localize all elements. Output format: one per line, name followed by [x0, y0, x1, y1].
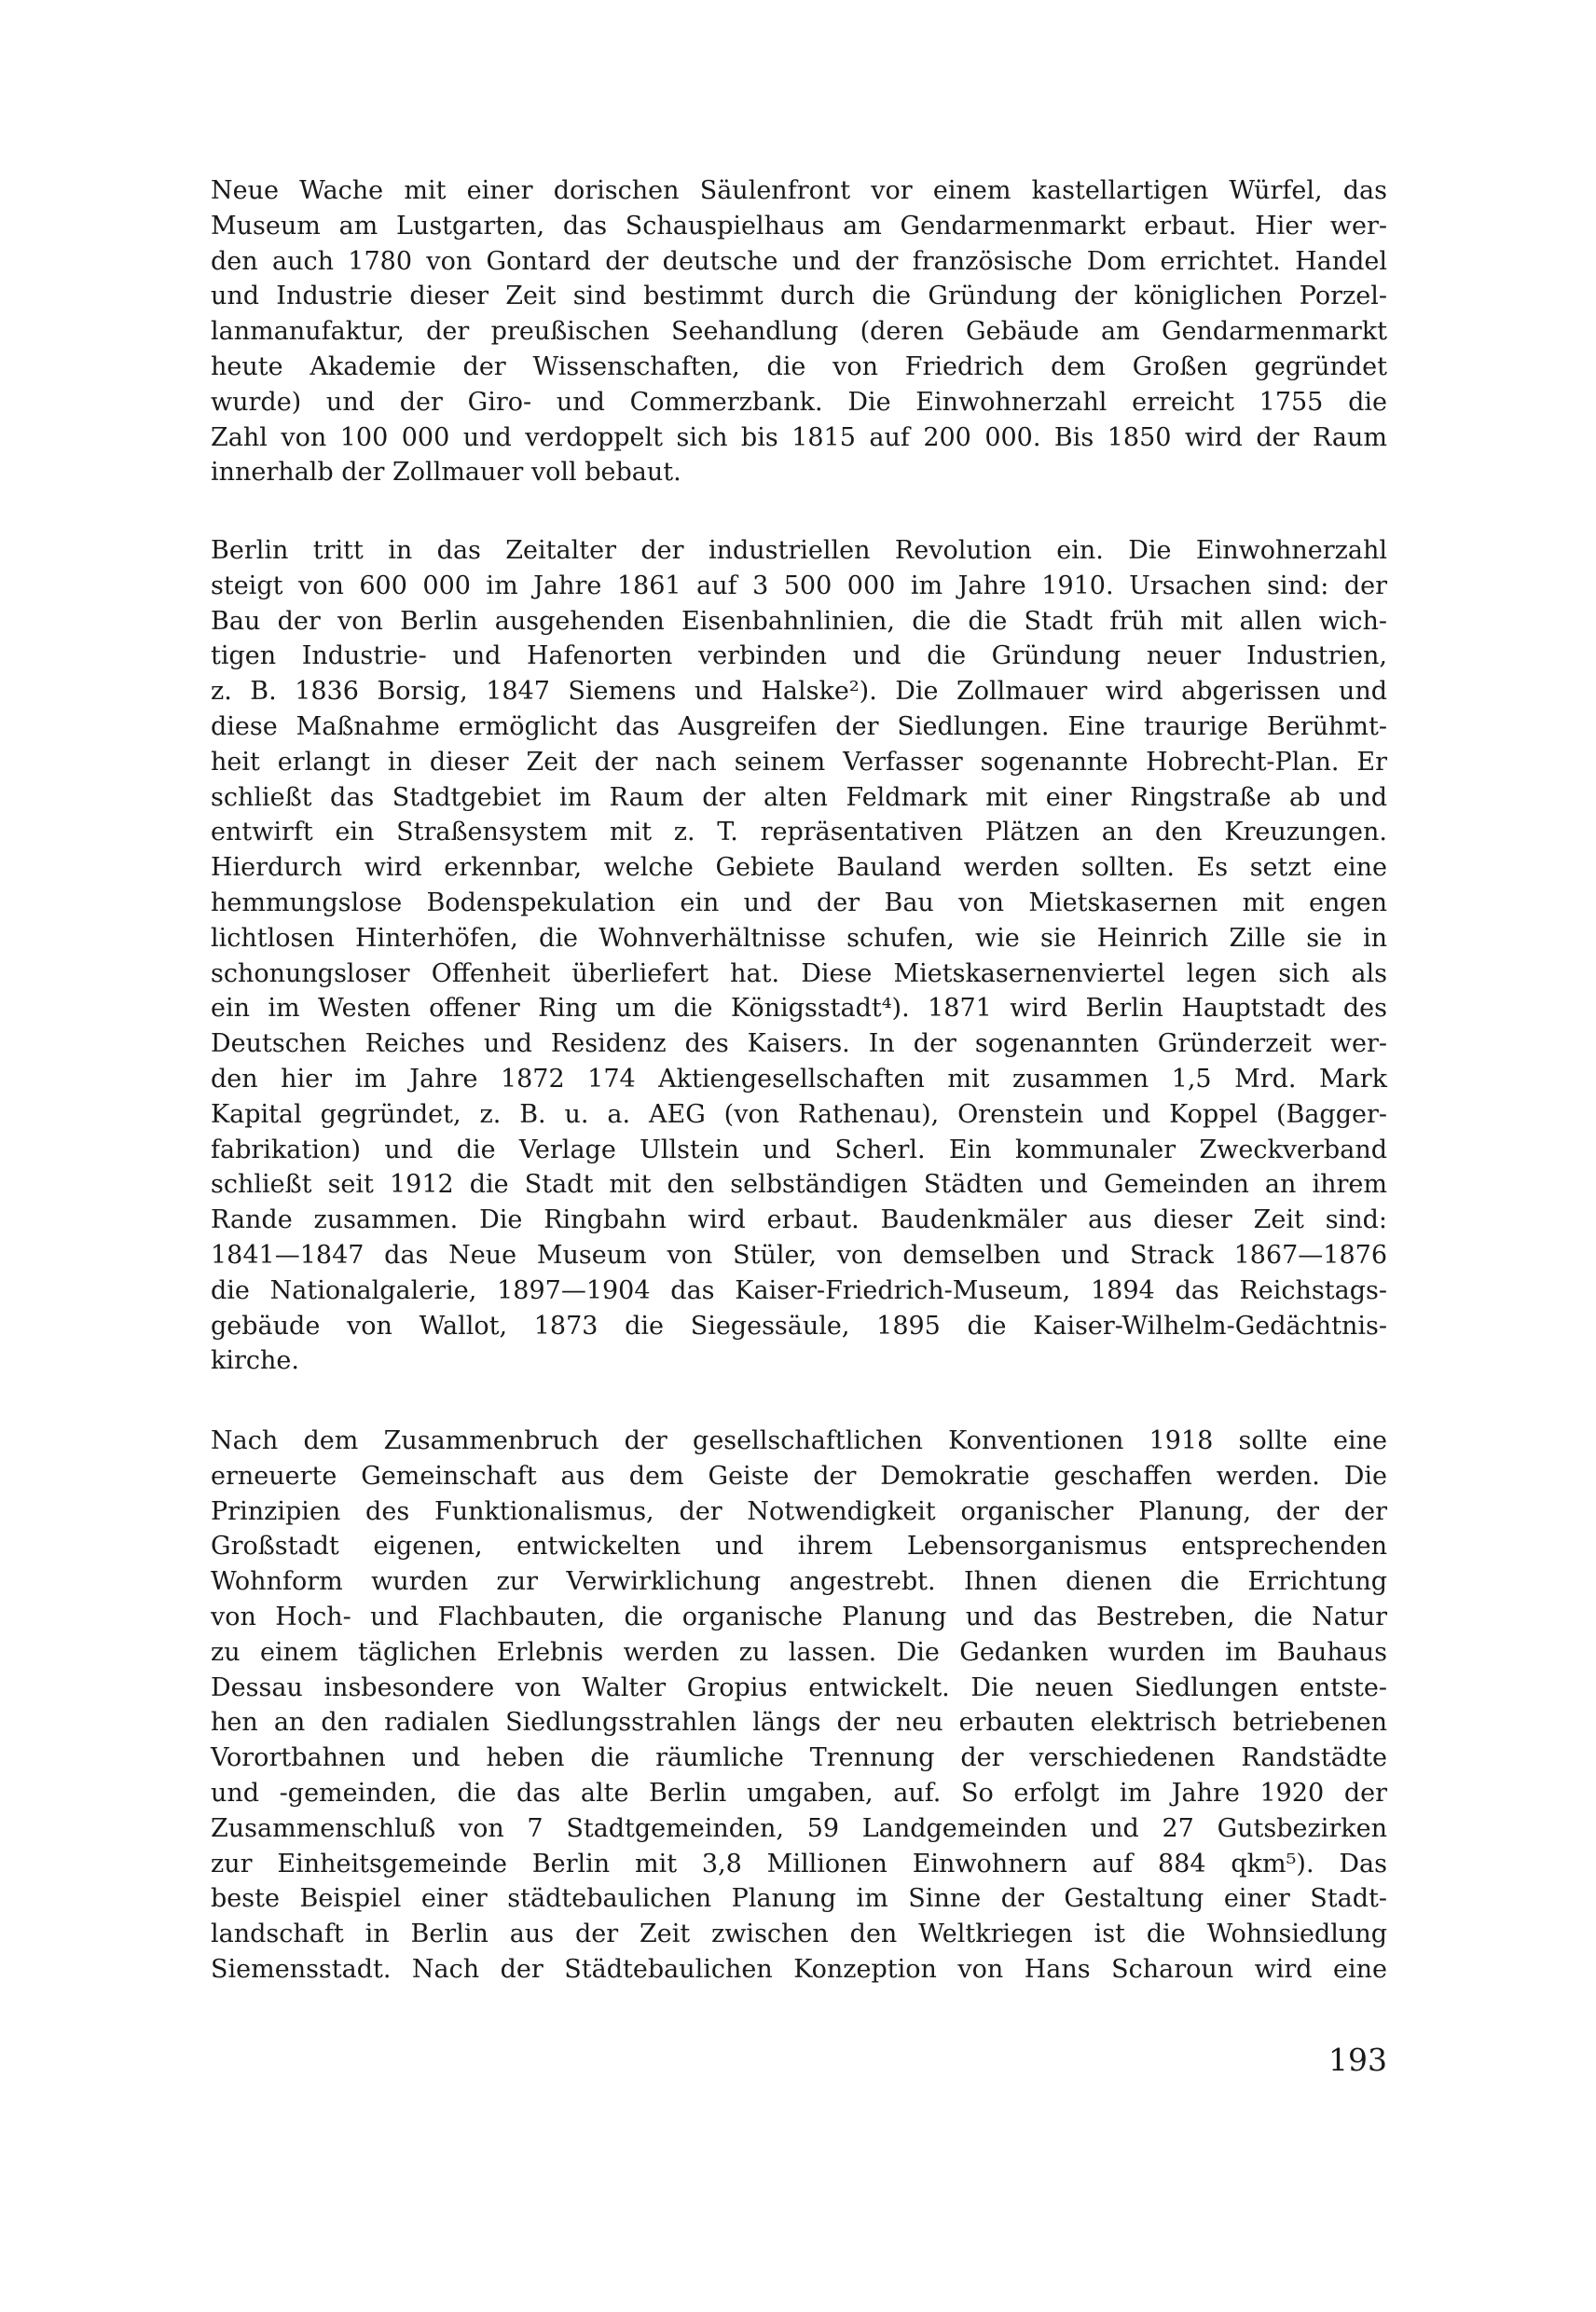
text-line: hemmungslose Bodenspekulation ein und der Bau von Mietskasernen mit engen [211, 888, 1387, 917]
text-line: wurde) und der Giro- und Commerzbank. Die Einwohnerzahl erreicht 1755 die [211, 387, 1387, 417]
text-line: innerhalb der Zollmauer voll bebaut. [211, 458, 681, 488]
text-line: schonungsloser Offenheit überliefert hat. Diese Mietskasernenviertel legen sich als [211, 958, 1387, 988]
text-line: zu einem täglichen Erlebnis werden zu lassen. Die Gedanken wurden im Bauhaus [211, 1637, 1387, 1667]
text-line: die Nationalgalerie, 1897—1904 das Kaiser-Friedrich-Museum, 1894 das Reichstags- [211, 1275, 1387, 1305]
page-number: 193 [1328, 2042, 1387, 2078]
text-line: erneuerte Gemeinschaft aus dem Geiste der Demokratie geschaffen werden. Die [211, 1461, 1387, 1491]
text-line: Großstadt eigenen, entwickelten und ihrem Lebensorganismus entsprechenden [211, 1532, 1387, 1562]
text-line: Deutschen Reiches und Residenz des Kaisers. In der sogenannten Gründerzeit wer- [211, 1029, 1387, 1059]
text-line: diese Maßnahme ermöglicht das Ausgreifen der Siedlungen. Eine traurige Berühmt- [211, 711, 1387, 741]
text-line: Wohnform wurden zur Verwirklichung angestrebt. Ihnen dienen die Errichtung [211, 1567, 1387, 1597]
text-line: hen an den radialen Siedlungsstrahlen längs der neu erbauten elektrisch betriebenen [211, 1708, 1387, 1738]
text-line: Museum am Lustgarten, das Schauspielhaus am Gendarmenmarkt erbaut. Hier wer- [211, 211, 1387, 241]
text-line: gebäude von Wallot, 1873 die Siegessäule, 1895 die Kaiser-Wilhelm-Gedächtnis- [211, 1311, 1387, 1341]
text-line: ein im Westen offener Ring um die Königsstadt⁴). 1871 wird Berlin Hauptstadt des [211, 994, 1387, 1024]
text-line: z. B. 1836 Borsig, 1847 Siemens und Halske²). Die Zollmauer wird abgerissen und [211, 677, 1387, 707]
text-line: Rande zusammen. Die Ringbahn wird erbaut. Baudenkmäler aus dieser Zeit sind: [211, 1205, 1387, 1235]
text-line: 1841—1847 das Neue Museum von Stüler, von demselben und Strack 1867—1876 [211, 1240, 1387, 1270]
text-line: heit erlangt in dieser Zeit der nach seinem Verfasser sogenannte Hobrecht-Plan. Er [211, 747, 1387, 777]
paragraph-2 [211, 533, 1387, 1379]
text-line: tigen Industrie- und Hafenorten verbinden und die Gründung neuer Industrien, [211, 641, 1387, 671]
text-line: lichtlosen Hinterhöfen, die Wohnverhältnisse schufen, wie sie Heinrich Zille sie in [211, 923, 1387, 953]
text-line: fabrikation) und die Verlage Ullstein und Scherl. Ein kommunaler Zweckverband [211, 1135, 1387, 1164]
text-line: zur Einheitsgemeinde Berlin mit 3,8 Millionen Einwohnern auf 884 qkm⁵). Das [211, 1849, 1387, 1878]
text-line: und -gemeinden, die das alte Berlin umgaben, auf. So erfolgt im Jahre 1920 der [211, 1778, 1387, 1808]
paragraph-1 [211, 173, 1387, 490]
text-line: Dessau insbesondere von Walter Gropius entwickelt. Die neuen Siedlungen entste- [211, 1672, 1387, 1702]
text-line: schließt seit 1912 die Stadt mit den selbständigen Städten und Gemeinden an ihrem [211, 1170, 1387, 1200]
paragraph-3 [211, 1424, 1387, 1988]
text-line: und Industrie dieser Zeit sind bestimmt durch die Gründung der königlichen Porzel- [211, 282, 1387, 311]
text-line: Zahl von 100 000 und verdoppelt sich bis 1815 auf 200 000. Bis 1850 wird der Raum [211, 422, 1387, 452]
text-line: von Hoch- und Flachbauten, die organische Planung und das Bestreben, die Natur [211, 1602, 1387, 1631]
text-line: Kapital gegründet, z. B. u. a. AEG (von Rathenau), Orenstein und Koppel (Bagger- [211, 1099, 1387, 1129]
text-line: kirche. [211, 1346, 299, 1376]
text-line: Nach dem Zusammenbruch der gesellschaftlichen Konventionen 1918 sollte eine [211, 1426, 1387, 1455]
text-line: Prinzipien des Funktionalismus, der Notwendigkeit organischer Planung, der der [211, 1496, 1387, 1526]
text-line: landschaft in Berlin aus der Zeit zwischen den Weltkriegen ist die Wohnsiedlung [211, 1920, 1387, 1949]
text-line: Siemensstadt. Nach der Städtebaulichen Konzeption von Hans Scharoun wird eine [211, 1954, 1387, 1984]
text-line: Vorortbahnen und heben die räumliche Trennung der verschiedenen Randstädte [211, 1743, 1387, 1773]
text-line: lanmanufaktur, der preußischen Seehandlung (deren Gebäude am Gendarmenmarkt [211, 317, 1387, 347]
text-line: Bau der von Berlin ausgehenden Eisenbahnlinien, die die Stadt früh mit allen wich- [211, 606, 1387, 636]
text-line: entwirft ein Straßensystem mit z. T. repräsentativen Plätzen an den Kreuzungen. [211, 818, 1387, 847]
text-line: den auch 1780 von Gontard der deutsche und der französische Dom errichtet. Handel [211, 246, 1387, 276]
text-line: beste Beispiel einer städtebaulichen Planung im Sinne der Gestaltung einer Stadt- [211, 1884, 1387, 1914]
text-line: heute Akademie der Wissenschaften, die von Friedrich dem Großen gegründet [211, 351, 1387, 381]
text-line: schließt das Stadtgebiet im Raum der alten Feldmark mit einer Ringstraße ab und [211, 782, 1387, 812]
text-line: Zusammenschluß von 7 Stadtgemeinden, 59 Landgemeinden und 27 Gutsbezirken [211, 1813, 1387, 1843]
text-line: den hier im Jahre 1872 174 Aktiengesellschaften mit zusammen 1,5 Mrd. Mark [211, 1064, 1387, 1094]
text-line: Hierdurch wird erkennbar, welche Gebiete Bauland werden sollten. Es setzt eine [211, 853, 1387, 883]
text-line: Neue Wache mit einer dorischen Säulenfront vor einem kastellartigen Würfel, das [211, 176, 1387, 205]
text-line: steigt von 600 000 im Jahre 1861 auf 3 500 000 im Jahre 1910. Ursachen sind: der [211, 571, 1387, 600]
text-line: Berlin tritt in das Zeitalter der industriellen Revolution ein. Die Einwohnerzahl [211, 536, 1387, 565]
